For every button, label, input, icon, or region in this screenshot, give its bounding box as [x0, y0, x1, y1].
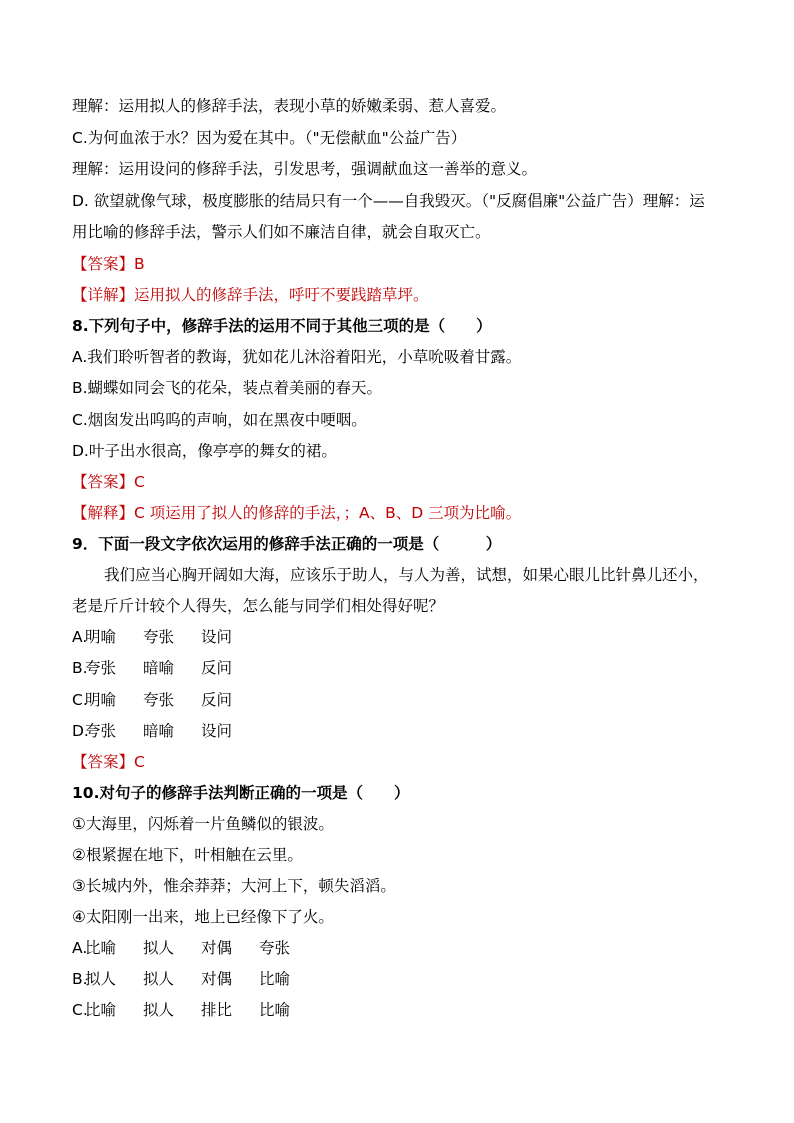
detail-text: 运用拟人的修辞手法，呼吁不要践踏草坪。 [134, 286, 429, 304]
answer-label: 【答案】 [72, 255, 135, 273]
option-item: 排比 [201, 1001, 233, 1019]
q7-line-1: 理解：运用拟人的修辞手法，表现小草的娇嫩柔弱、惹人喜爱。 [72, 97, 507, 115]
option-item: 夸张 [143, 628, 175, 646]
explain-label: 【解释】 [72, 504, 135, 522]
q10-option-c [72, 1000, 290, 1020]
option-item: 反问 [201, 691, 233, 709]
option-item: 明喻 [85, 691, 117, 709]
option-item: 明喻 [85, 628, 117, 646]
answer-label: 【答案】 [72, 473, 135, 491]
option-letter: C. [72, 1001, 88, 1019]
option-letter: B. [72, 659, 88, 677]
option-letter: A. [72, 628, 88, 646]
option-item: 夸张 [85, 722, 117, 740]
option-item: 夸张 [259, 939, 291, 957]
option-item: 设问 [201, 628, 233, 646]
answer-value: C [134, 753, 145, 771]
q10-sentence-4: ④太阳刚一出来，地上已经像下了火。 [72, 908, 334, 926]
q9-option-a [72, 627, 232, 647]
option-item: 暗喻 [143, 659, 175, 677]
option-item: 比喻 [85, 939, 117, 957]
q7-line-5: 用比喻的修辞手法，警示人们如不廉洁自律，就会自取灭亡。 [72, 223, 491, 241]
q8-explain [72, 503, 521, 523]
q10-option-b [72, 969, 290, 989]
option-item: 拟人 [143, 939, 175, 957]
q8-option-a: A.我们聆听智者的教诲，犹如花儿沐浴着阳光，小草吮吸着甘露。 [72, 348, 522, 366]
q8-option-d: D.叶子出水很高，像亭亭的舞女的裙。 [72, 442, 337, 460]
q7-line-4: D. 欲望就像气球，极度膨胀的结局只有一个——自我毁灭。（"反腐倡廉"公益广告）理解：运 [72, 192, 705, 210]
q7-line-3: 理解：运用设问的修辞手法，引发思考，强调献血这一善举的意义。 [72, 160, 538, 178]
q10-sentence-1: ①大海里，闪烁着一片鱼鳞似的银波。 [72, 815, 334, 833]
option-item: 夸张 [143, 691, 175, 709]
option-item: 对偶 [201, 970, 233, 988]
q8-answer [72, 472, 145, 492]
q9-passage-line-1: 我们应当心胸开阔如大海，应该乐于助人，与人为善，试想，如果心眼儿比针鼻儿还小， [104, 566, 709, 584]
q7-line-2: C.为何血浓于水？因为爱在其中。（"无偿献血"公益广告） [72, 129, 467, 147]
option-letter: A. [72, 939, 88, 957]
option-item: 拟人 [143, 1001, 175, 1019]
option-item: 夸张 [85, 659, 117, 677]
q10-sentence-2: ②根紧握在地下，叶相触在云里。 [72, 846, 303, 864]
answer-value: C [134, 473, 145, 491]
option-item: 比喻 [259, 970, 291, 988]
q7-detail [72, 285, 429, 305]
option-item: 比喻 [259, 1001, 291, 1019]
option-letter: D. [72, 722, 89, 740]
q9-answer [72, 752, 145, 772]
option-item: 反问 [201, 659, 233, 677]
option-letter: B. [72, 970, 88, 988]
explain-text: C 项运用了拟人的修辞的手法，；A、B、D 三项为比喻。 [134, 504, 522, 522]
q9-option-d [72, 721, 232, 741]
option-item: 设问 [201, 722, 233, 740]
q10-option-a [72, 938, 290, 958]
q8-option-c: C.烟囱发出呜呜的声响，如在黑夜中哽咽。 [72, 411, 367, 429]
q9-option-b [72, 658, 232, 678]
option-letter: C. [72, 691, 88, 709]
q9-passage-line-2: 老是斤斤计较个人得失，怎么能与同学们相处得好呢？ [72, 597, 445, 615]
option-item: 拟人 [143, 970, 175, 988]
q9-option-c [72, 690, 232, 710]
q10-title: 10.对句子的修辞手法判断正确的一项是（ ） [72, 784, 410, 802]
q10-sentence-3: ③长城内外，惟余莽莽；大河上下，顿失滔滔。 [72, 877, 396, 895]
option-item: 暗喻 [143, 722, 175, 740]
q8-option-b: B.蝴蝶如同会飞的花朵，装点着美丽的春天。 [72, 379, 383, 397]
detail-label: 【详解】 [72, 286, 135, 304]
answer-label: 【答案】 [72, 753, 135, 771]
option-item: 对偶 [201, 939, 233, 957]
answer-value: B [134, 255, 145, 273]
q9-title: 9．下面一段文字依次运用的修辞手法正确的一项是（ ） [72, 535, 502, 553]
option-item: 比喻 [85, 1001, 117, 1019]
q7-answer [72, 254, 145, 274]
q8-title: 8.下列句子中，修辞手法的运用不同于其他三项的是（ ） [72, 317, 492, 335]
option-item: 拟人 [85, 970, 117, 988]
